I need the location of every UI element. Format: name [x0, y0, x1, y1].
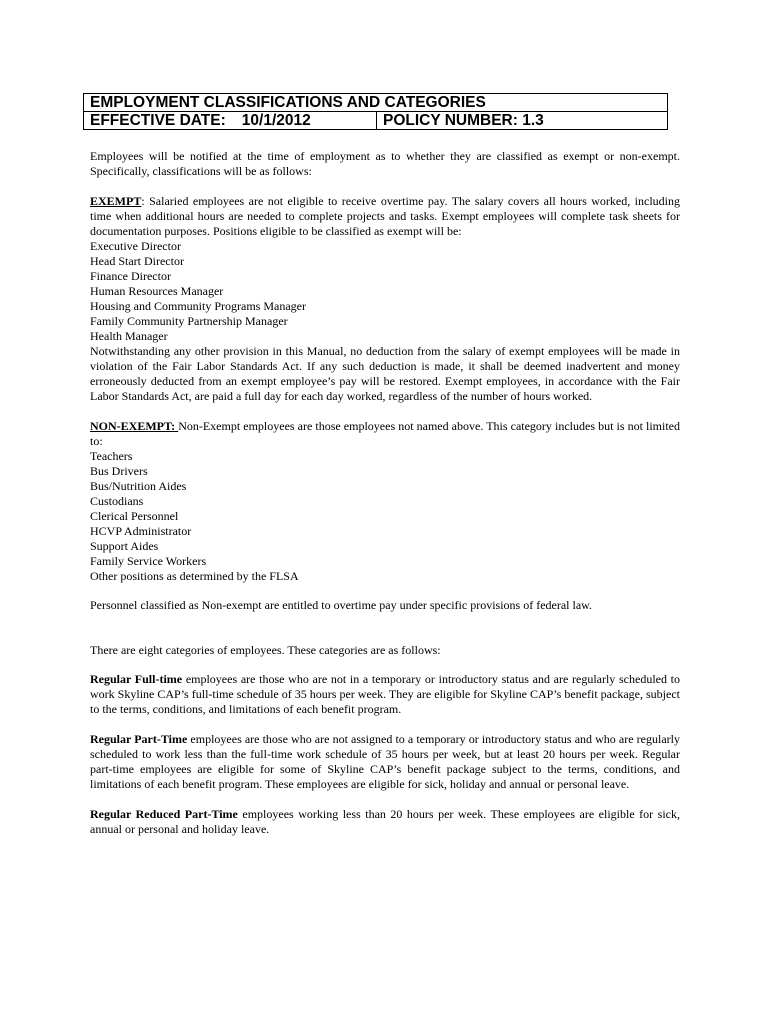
effective-date-cell	[84, 112, 377, 129]
non-exempt-position: Teachers	[90, 449, 133, 463]
category-regular-reduced-part-time	[90, 807, 680, 837]
notwithstanding-paragraph: Notwithstanding any other provision in this Manual, no deduction from the salary of exempt employees will be made in violation of the Fair Labor Standards Act. If any such deduction is made, it shall be deemed inadvertent and money erroneously deducted from an exempt employee’s pay will be restored. Exempt employees, in accordance with the Fair Labor Standards Act, are paid a full day for each day worked, regardless of the number of hours worked.	[90, 344, 680, 403]
intro-paragraph: Employees will be notified at the time of employment as to whether they are classified as exempt or non-exempt. Specifically, classifications will be as follows:	[90, 149, 680, 178]
policy-body	[90, 149, 680, 837]
exempt-position: Human Resources Manager	[90, 284, 224, 298]
effective-date-label: EFFECTIVE DATE:	[90, 112, 226, 129]
non-exempt-position: HCVP Administrator	[90, 524, 192, 538]
category-term: Regular Reduced Part-Time	[90, 807, 238, 821]
non-exempt-position: Bus/Nutrition Aides	[90, 479, 187, 493]
category-regular-part-time	[90, 732, 680, 792]
overtime-paragraph: Personnel classified as Non-exempt are entitled to overtime pay under specific provisions of federal law.	[90, 598, 593, 612]
category-text: employees are those who are not in a temporary or introductory status and are regularly scheduled to work Skyline CAP’s full-time schedule of 35 hours per week. They are eligible for Skyline CAP’s benefit package, subject to the terms, conditions, and limitations of each benefit program.	[90, 672, 680, 716]
non-exempt-text: Non-Exempt employees are those employees not named above. This category includes but is not limited to:	[90, 419, 680, 448]
exempt-position: Finance Director	[90, 269, 171, 283]
non-exempt-position: Other positions as determined by the FLSA	[90, 569, 299, 583]
non-exempt-position: Support Aides	[90, 539, 159, 553]
non-exempt-label: NON-EXEMPT:	[90, 419, 179, 433]
non-exempt-position: Bus Drivers	[90, 464, 148, 478]
policy-title: EMPLOYMENT CLASSIFICATIONS AND CATEGORIES	[84, 94, 667, 112]
non-exempt-position: Custodians	[90, 494, 144, 508]
exempt-position: Family Community Partnership Manager	[90, 314, 288, 328]
exempt-text: : Salaried employees are not eligible to receive overtime pay. The salary covers all hours worked, including time when additional hours are needed to complete projects and tasks. Exempt employees will complete task sheets for documentation purposes. Positions eligible to be classified as exempt will be:	[90, 194, 680, 238]
exempt-position: Head Start Director	[90, 254, 184, 268]
non-exempt-position: Clerical Personnel	[90, 509, 179, 523]
non-exempt-paragraph	[90, 419, 680, 449]
category-term: Regular Part-Time	[90, 732, 188, 746]
effective-date-value: 10/1/2012	[241, 112, 311, 129]
exempt-position: Health Manager	[90, 329, 168, 343]
non-exempt-position: Family Service Workers	[90, 554, 207, 568]
category-term: Regular Full-time	[90, 672, 183, 686]
exempt-paragraph	[90, 194, 680, 239]
policy-header	[83, 93, 668, 130]
category-regular-full-time	[90, 672, 680, 717]
categories-intro: There are eight categories of employees. These categories are as follows:	[90, 643, 441, 657]
category-text: employees are those who are not assigned to a temporary or introductory status and who are regularly scheduled to work less than the full-time work schedule of 35 hours per week, but at least 20 hours per week. Regular part-time employees are eligible for some of Skyline CAP’s benefit package subject to the terms, conditions, and limitations of each benefit program. These employees are eligible for sick, holiday and annual or personal leave.	[90, 732, 680, 791]
exempt-position: Executive Director	[90, 239, 181, 253]
category-text: employees working less than 20 hours per week. These employees are eligible for sick, annual or personal and holiday leave.	[90, 807, 680, 836]
policy-number: POLICY NUMBER: 1.3	[383, 112, 544, 129]
exempt-label: EXEMPT	[90, 194, 142, 208]
exempt-position: Housing and Community Programs Manager	[90, 299, 306, 313]
